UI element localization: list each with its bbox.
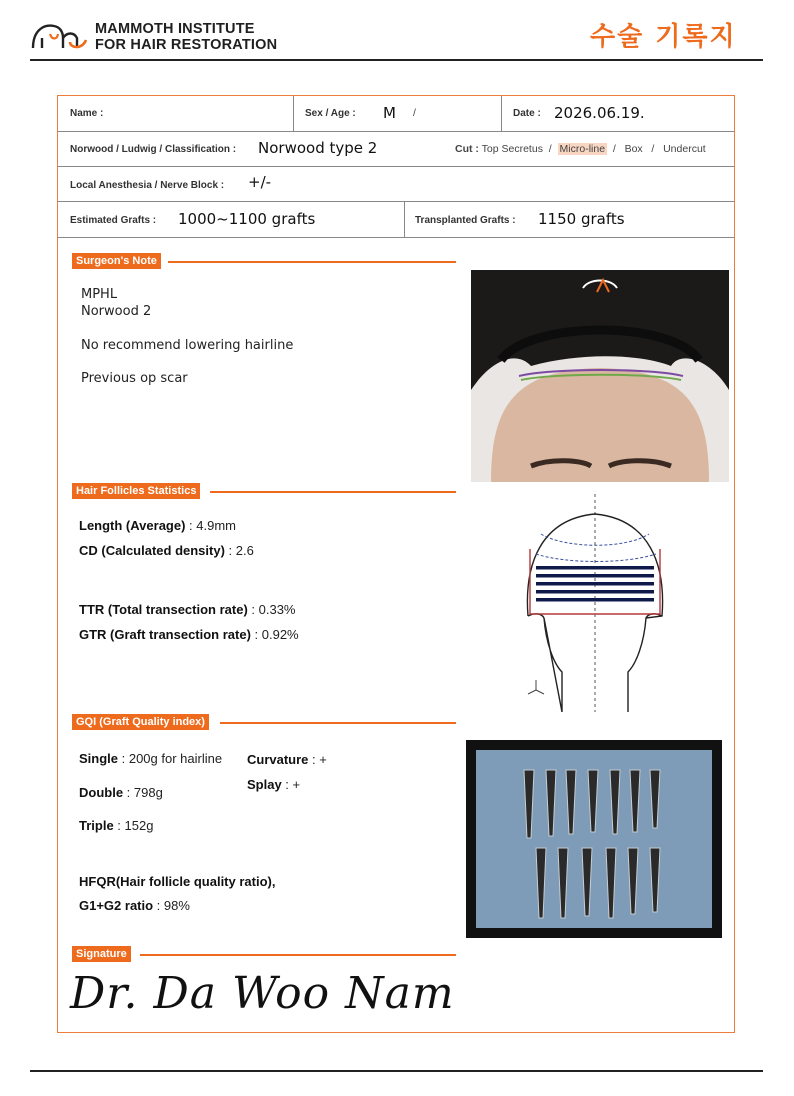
hairline-photo xyxy=(471,270,729,482)
length-average-stat xyxy=(79,518,236,533)
row-grafts xyxy=(58,202,734,238)
header-divider xyxy=(30,59,763,61)
estimated-grafts-label: Estimated Grafts : xyxy=(70,215,157,226)
g1g2-value: : 98% xyxy=(153,898,190,913)
curvature-label: Curvature xyxy=(247,752,309,767)
g1g2-label: G1+G2 ratio xyxy=(79,898,154,913)
cut-option-micro-line[interactable]: Micro-line xyxy=(559,143,606,155)
cut-label: Cut : xyxy=(455,143,479,155)
date-label: Date : xyxy=(513,108,541,119)
section-rule xyxy=(210,491,456,493)
cd-label: CD (Calculated density) xyxy=(79,543,225,558)
divider xyxy=(293,96,294,131)
double-stat xyxy=(79,785,163,800)
signature: Dr. Da Woo Nam xyxy=(70,968,455,1019)
hfqr-stat xyxy=(79,874,275,889)
splay-stat xyxy=(247,777,300,792)
name-label: Name : xyxy=(70,108,104,119)
cut-option-undercut[interactable]: Undercut xyxy=(663,143,706,155)
divider xyxy=(404,202,405,237)
triple-stat xyxy=(79,818,153,833)
section-rule xyxy=(168,261,456,263)
donor-area-diagram xyxy=(516,494,671,712)
institute-name-line1: MAMMOTH INSTITUTE xyxy=(95,21,255,37)
date-value[interactable]: 2026.06.19. xyxy=(554,104,645,122)
follicle-grafts-photo xyxy=(466,740,722,938)
cd-stat xyxy=(79,543,254,558)
double-label: Double xyxy=(79,785,124,800)
note-line: No recommend lowering hairline xyxy=(81,338,294,353)
cd-value: : 2.6 xyxy=(224,543,254,558)
cut-option-top-secretus[interactable]: Top Secretus xyxy=(481,143,543,155)
section-rule xyxy=(220,722,456,724)
single-value: : 200g for hairline xyxy=(118,751,223,766)
length-label: Length (Average) xyxy=(79,518,186,533)
splay-value: : + xyxy=(281,777,301,792)
anesthesia-label: Local Anesthesia / Nerve Block : xyxy=(70,180,225,191)
curvature-value: : + xyxy=(308,752,327,767)
gtr-stat xyxy=(79,627,299,642)
estimated-grafts-value[interactable]: 1000~1100 grafts xyxy=(178,210,316,228)
triple-label: Triple xyxy=(79,818,114,833)
curvature-stat xyxy=(247,752,327,767)
ttr-stat xyxy=(79,602,295,617)
institute-name-line2: FOR HAIR RESTORATION xyxy=(95,37,278,53)
classification-label: Norwood / Ludwig / Classification : xyxy=(70,144,237,155)
row-anesthesia xyxy=(58,167,734,202)
g1g2-stat xyxy=(79,898,190,913)
row-name-sex-date xyxy=(58,96,734,132)
double-value: : 798g xyxy=(123,785,163,800)
gtr-label: GTR (Graft transection rate) xyxy=(79,627,251,642)
hfqr-label: HFQR(Hair follicle quality ratio), xyxy=(79,874,276,889)
ttr-value: : 0.33% xyxy=(247,602,296,617)
length-value: : 4.9mm xyxy=(185,518,236,533)
classification-value[interactable]: Norwood type 2 xyxy=(258,139,378,157)
sex-value[interactable]: M xyxy=(383,104,396,122)
signature-tag: Signature xyxy=(72,946,131,962)
anesthesia-value[interactable]: +/- xyxy=(248,173,272,191)
surgery-record-form xyxy=(57,95,735,1033)
ttr-label: TTR (Total transection rate) xyxy=(79,602,248,617)
section-rule xyxy=(140,954,456,956)
note-line: Previous op scar xyxy=(81,371,188,386)
mammoth-logo-icon xyxy=(30,18,90,52)
single-stat xyxy=(79,751,222,766)
divider xyxy=(501,96,502,131)
surgeon-note-tag: Surgeon's Note xyxy=(72,253,161,269)
document-title: 수술 기록지 xyxy=(590,22,737,52)
splay-label: Splay xyxy=(247,777,282,792)
note-line: Norwood 2 xyxy=(81,304,152,319)
transplanted-grafts-value[interactable]: 1150 grafts xyxy=(538,210,625,228)
note-line: MPHL xyxy=(81,287,118,302)
sex-age-label: Sex / Age : xyxy=(305,108,356,119)
gqi-tag: GQI (Graft Quality index) xyxy=(72,714,209,730)
follicle-stats-tag: Hair Follicles Statistics xyxy=(72,483,200,499)
sex-age-separator: / xyxy=(413,107,416,119)
gtr-value: : 0.92% xyxy=(250,627,299,642)
triple-value: : 152g xyxy=(113,818,154,833)
cut-option-box[interactable]: Box xyxy=(624,143,643,155)
row-classification-cut xyxy=(58,132,734,167)
cut-options: Cut : Top Secretus / Micro-line / Box / Undercut xyxy=(455,143,706,155)
transplanted-grafts-label: Transplanted Grafts : xyxy=(415,215,516,226)
footer-divider xyxy=(30,1070,763,1072)
single-label: Single xyxy=(79,751,119,766)
